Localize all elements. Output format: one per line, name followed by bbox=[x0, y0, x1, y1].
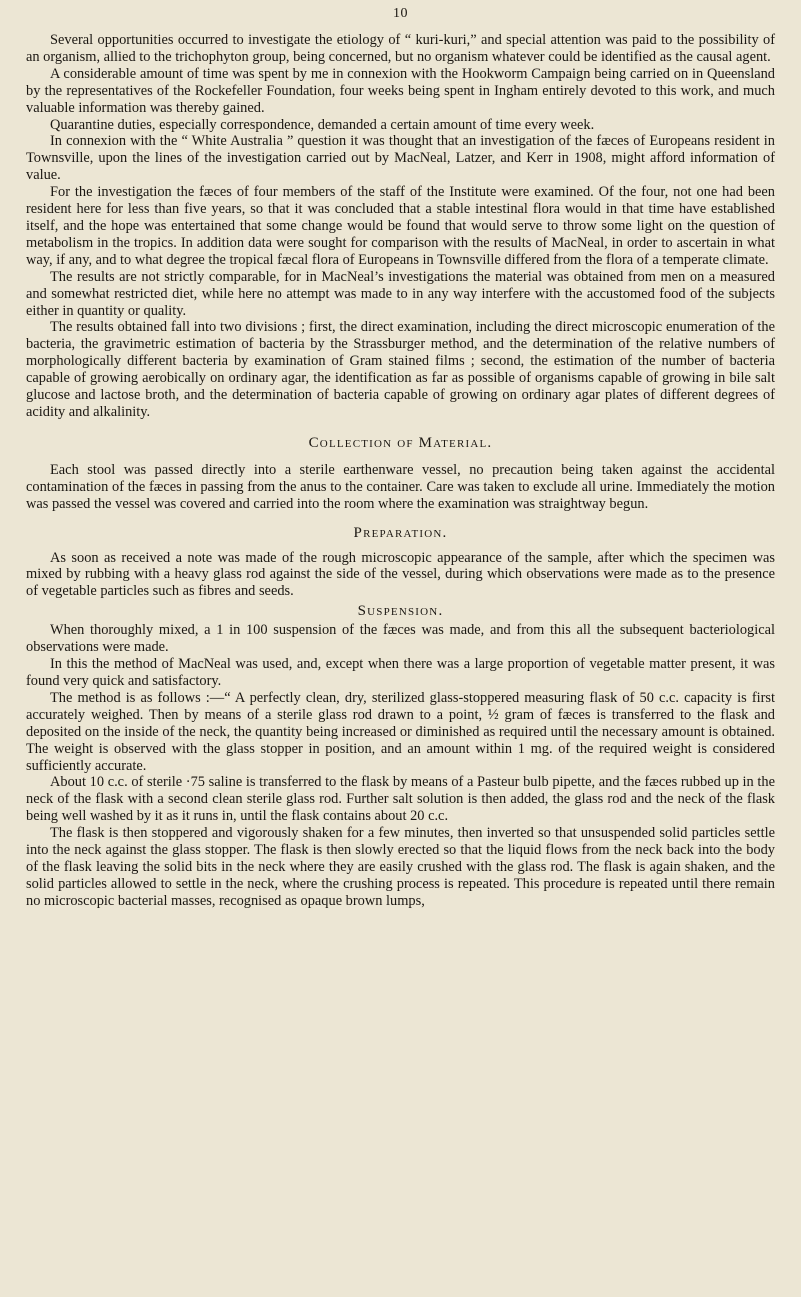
suspension-section bbox=[26, 622, 775, 909]
paragraph: The flask is then stoppered and vigorously shaken for a few minutes, then inverted so that unsuspended solid particles settle into the neck against the glass stopper. The flask is then slowly erected so that the liquid flows from the neck back into the body of the flask leaving the solid bits in the neck where they are easily crushed with the glass rod. The flask is again shaken, and the solid particles allowed to settle in the neck, where the crushing process is repeated. This procedure is repeated until there remain no microscopic bacterial masses, recognised as opaque brown lumps, bbox=[26, 825, 775, 909]
paragraph: The results obtained fall into two divisions ; first, the direct examination, including the direct microscopic enumeration of the bacteria, the gravimetric estimation of bacteria by the Strassburger method, and the determination of the relative numbers of morphologically different bacteria by examination of Gram stained films ; second, the estimation of the number of bacteria capable of growing aerobically on ordinary agar, the identification as far as possible of organisms capable of growing in bile salt glucose and lactose broth, and the determination of bacteria capable of growing on ordinary agar plates of different degrees of acidity and alkalinity. bbox=[26, 319, 775, 420]
paragraph: When thoroughly mixed, a 1 in 100 suspension of the fæces was made, and from this all the subsequent bacteriological observations were made. bbox=[26, 622, 775, 656]
section-heading-suspension: Suspension. bbox=[357, 603, 444, 620]
paragraph: Quarantine duties, especially correspondence, demanded a certain amount of time every week. bbox=[50, 116, 595, 133]
page-number: 10 bbox=[393, 6, 408, 21]
paragraph: Each stool was passed directly into a sterile earthenware vessel, no precaution being taken against the accidental contamination of the fæces in passing from the anus to the container. Care was taken to exclude all urine. Immediately the motion was passed the vessel was covered and carried into the room where the examination was straightway begun. bbox=[26, 461, 775, 512]
paragraph: In this the method of MacNeal was used, and, except when there was a large proportion of vegetable matter present, it was found very quick and satisfactory. bbox=[26, 656, 775, 689]
section-heading-preparation: Preparation. bbox=[353, 524, 448, 541]
section-heading-collection: Collection of Material. bbox=[308, 434, 493, 451]
paragraph: In connexion with the “ White Australia ” question it was thought that an investigation of the fæces of Europeans resident in Townsville, upon the lines of the investigation carried out by MacNeal, Latzer, and Kerr in 1908, might afford information of value. bbox=[26, 133, 775, 184]
paragraph: The results are not strictly comparable, for in MacNeal’s investigations the material was obtained from men on a measured and somewhat restricted diet, while here no attempt was made to in any way interfere with the accustomed food of the subjects either in quantity or quality. bbox=[26, 268, 775, 319]
paragraph: A considerable amount of time was spent by me in connexion with the Hookworm Campaign being carried on in Queensland by the representatives of the Rockefeller Foundation, four weeks being spent in Ingham entirely devoted to this work, and much valuable information was thereby gained. bbox=[26, 65, 775, 116]
intro-section bbox=[26, 32, 775, 421]
paragraph: As soon as received a note was made of the rough microscopic appearance of the sample, after which the specimen was mixed by rubbing with a heavy glass rod against the side of the vessel, during which observations were made as to the presence of vegetable particles such as fibres and seeds. bbox=[26, 549, 775, 600]
paragraph: For the investigation the fæces of four members of the staff of the Institute were examined. Of the four, not one had been resident here for less than five years, so that it was concluded that a stable intestinal flora would in that time have established itself, and the hope was entertained that some change would be found that would serve to throw some light on the question of metabolism in the tropics. In addition data were sought for comparison with the results of MacNeal, in order to ascertain in what way, if any, and to what degree the tropical fæcal flora of Europeans in Townsville differed from the flora of a temperate climate. bbox=[26, 184, 775, 268]
paragraph: Several opportunities occurred to investigate the etiology of “ kuri-kuri,” and special attention was paid to the possibility of an organism, allied to the trichophyton group, being concerned, but no organism whatever could be identified as the causal agent. bbox=[26, 32, 775, 65]
paragraph: About 10 c.c. of sterile ·75 saline is transferred to the flask by means of a Pasteur bulb pipette, and the fæces rubbed up in the neck of the flask with a second clean sterile glass rod. Further salt solution is then added, the glass rod and the neck of the flask being well washed by it as it runs in, until the flask contains about 20 c.c. bbox=[26, 774, 775, 825]
collection-section bbox=[26, 462, 775, 513]
paragraph: The method is as follows :—“ A perfectly clean, dry, sterilized glass-stoppered measuring flask of 50 c.c. capacity is first accurately weighed. Then by means of a sterile glass rod drawn to a point, ½ gram of fæces is transferred to the flask and deposited on the inside of the neck, the quantity being increased or diminished as required until the necessary amount is obtained. The weight is observed with the glass stopper in position, and an amount within 1 mg. of the required weight is considered sufficiently accurate. bbox=[26, 689, 775, 774]
preparation-section bbox=[26, 550, 775, 601]
